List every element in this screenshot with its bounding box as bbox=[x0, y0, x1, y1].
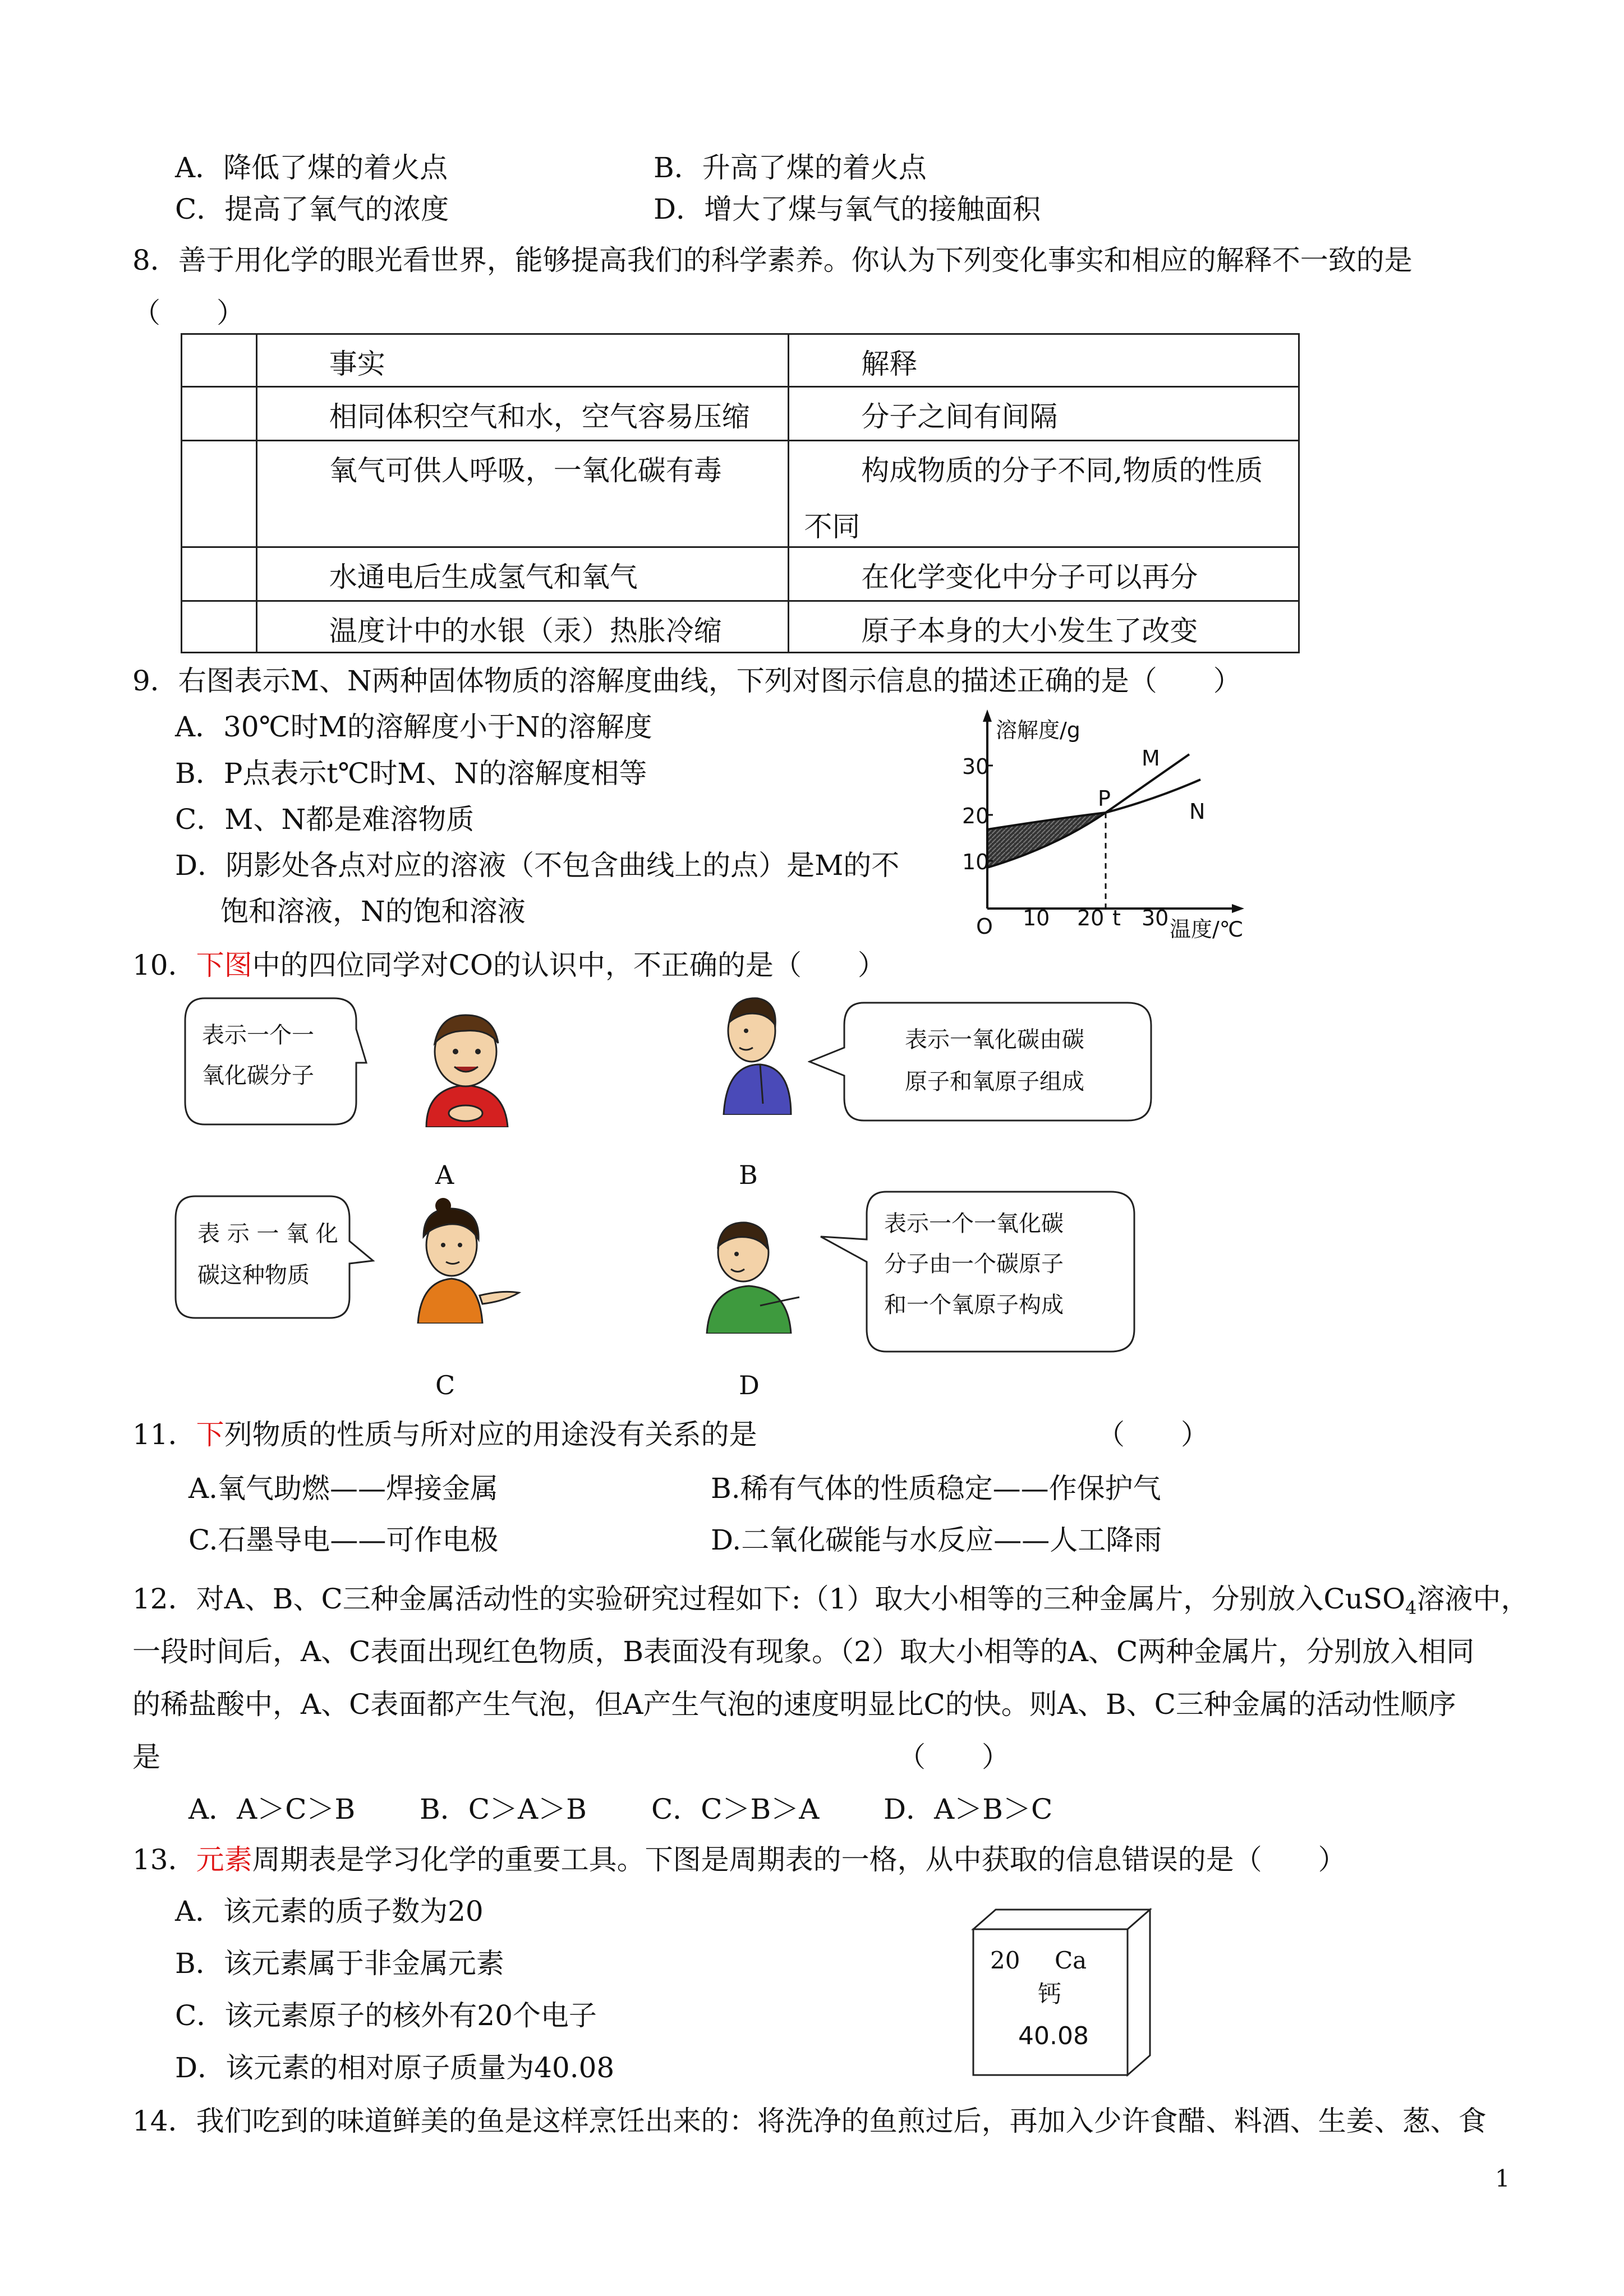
bubble-a-line1: 表示一个一 bbox=[202, 1022, 314, 1048]
table-row bbox=[182, 601, 1299, 653]
q12-option-b: B．C＞A＞B bbox=[420, 1793, 587, 1825]
solubility-graph bbox=[942, 704, 1257, 939]
q11-stem bbox=[132, 1417, 757, 1452]
q10-stem-rest: 中的四位同学对CO的认识中，不正确的是（ ） bbox=[252, 949, 886, 981]
q13-number: 13． bbox=[132, 1843, 196, 1876]
q7-option-d: D．增大了煤与氧气的接触面积 bbox=[654, 193, 1041, 225]
q9-option-d: D．阴影处各点对应的溶液（不包含曲线上的点）是M的不 bbox=[175, 849, 900, 882]
x-axis-arrow-icon bbox=[1232, 904, 1244, 913]
q9-option-d-cont: 饱和溶液，N的饱和溶液 bbox=[220, 895, 526, 928]
curve-n-label: N bbox=[1189, 799, 1206, 824]
bubble-b-line2: 原子和氧原子组成 bbox=[905, 1069, 1084, 1095]
q11-option-b: B.稀有气体的性质稳定——作保护气 bbox=[711, 1472, 1161, 1505]
q13-option-b: B．该元素属于非金属元素 bbox=[175, 1947, 504, 1980]
q12-line1-b: 溶液中， bbox=[1416, 1583, 1529, 1615]
q12-answer-paren: （ ） bbox=[898, 1741, 1010, 1773]
q13-option-c: C．该元素原子的核外有20个电子 bbox=[175, 1999, 597, 2032]
point-p-label: P bbox=[1098, 786, 1111, 811]
caption-d: D bbox=[739, 1370, 760, 1400]
q7-option-b: B．升高了煤的着火点 bbox=[654, 151, 927, 184]
q8-stem: 8．善于用化学的眼光看世界，能够提高我们的科学素养。你认为下列变化事实和相应的解释不一致的是 bbox=[132, 244, 1413, 276]
q12-line1 bbox=[132, 1582, 1529, 1625]
q7-option-c: C．提高了氧气的浓度 bbox=[175, 193, 449, 225]
bubble-d-line3: 和一个氧原子构成 bbox=[884, 1292, 1064, 1318]
q14-stem: 14．我们吃到的味道鲜美的鱼是这样烹饪出来的：将洗净的鱼煎过后，再加入少许食醋、料酒、生姜、葱、食 bbox=[132, 2105, 1487, 2137]
q13-option-d: D．该元素的相对原子质量为40.08 bbox=[175, 2051, 615, 2084]
x-tick-30: 30 bbox=[1142, 906, 1169, 930]
student-b-figure bbox=[707, 992, 808, 1115]
bubble-c-line2: 碳这种物质 bbox=[197, 1262, 310, 1288]
student-a-figure bbox=[410, 1004, 522, 1127]
caption-a: A bbox=[435, 1160, 454, 1190]
q12-line3: 的稀盐酸中，A、C表面都产生气泡，但A产生气泡的速度明显比C的快。则A、B、C三种金属的活动性顺序 bbox=[132, 1688, 1456, 1721]
q12-subscript: 4 bbox=[1405, 1597, 1417, 1619]
table-cell-fact: 温度计中的水银（汞）热胀冷缩 bbox=[329, 615, 722, 647]
q13-red-text: 元素 bbox=[196, 1843, 252, 1876]
bubble-d-line2: 分子由一个碳原子 bbox=[884, 1251, 1064, 1277]
q11-number: 11． bbox=[132, 1418, 196, 1451]
q10-number: 10． bbox=[132, 949, 196, 981]
element-mass: 40.08 bbox=[1018, 2022, 1089, 2050]
x-tick-20: 20 bbox=[1077, 906, 1105, 930]
q11-answer-paren: （ ） bbox=[1097, 1418, 1209, 1451]
periodic-cell-box bbox=[970, 1907, 1156, 2081]
bubble-b-line1: 表示一氧化碳由碳 bbox=[905, 1027, 1084, 1053]
q7-option-a: A．降低了煤的着火点 bbox=[175, 151, 448, 184]
table-cell-explain-cont: 不同 bbox=[804, 510, 861, 543]
bubble-d-line1: 表示一个一氧化碳 bbox=[884, 1211, 1064, 1237]
q10-red-text: 下图 bbox=[196, 949, 252, 981]
q12-option-a: A．A＞C＞B bbox=[188, 1793, 356, 1825]
q12-line1-a: 12．对A、B、C三种金属活动性的实验研究过程如下:（1）取大小相等的三种金属片，分别放入CuSO bbox=[132, 1583, 1406, 1615]
table-row bbox=[182, 334, 1299, 387]
q9-option-b: B．P点表示t℃时M、N的溶解度相等 bbox=[175, 757, 647, 790]
origin-label: O bbox=[976, 914, 993, 939]
y-tick-30: 30 bbox=[962, 754, 990, 779]
q8-answer-paren: （ ） bbox=[132, 297, 245, 329]
q11-option-a: A.氧气助燃——焊接金属 bbox=[188, 1472, 499, 1505]
q11-option-d: D.二氧化碳能与水反应——人工降雨 bbox=[711, 1524, 1162, 1556]
q12-option-c: C．C＞B＞A bbox=[651, 1793, 820, 1825]
table-row bbox=[182, 547, 1299, 601]
y-tick-20: 20 bbox=[962, 804, 990, 828]
y-axis-arrow-icon bbox=[983, 709, 992, 722]
q11-red-text: 下 bbox=[196, 1418, 224, 1451]
x-axis-label: 温度/℃ bbox=[1170, 917, 1244, 939]
curve-m-label: M bbox=[1142, 746, 1160, 771]
q13-stem bbox=[132, 1842, 1346, 1877]
q12-line4: 是 bbox=[132, 1741, 160, 1773]
q13-stem-rest: 周期表是学习化学的重要工具。下图是周期表的一格，从中获取的信息错误的是（ ） bbox=[252, 1843, 1346, 1876]
y-tick-10: 10 bbox=[962, 850, 990, 874]
table-cell-fact: 相同体积空气和水，空气容易压缩 bbox=[329, 400, 750, 433]
element-name: 钙 bbox=[1038, 1980, 1062, 2008]
x-tick-t: t bbox=[1112, 906, 1121, 930]
q11-option-c: C.石墨导电——可作电极 bbox=[188, 1524, 499, 1556]
x-tick-10: 10 bbox=[1023, 906, 1050, 930]
table-row bbox=[182, 387, 1299, 441]
caption-c: C bbox=[435, 1370, 456, 1400]
curve-n bbox=[987, 780, 1200, 829]
table-header-fact: 事实 bbox=[329, 348, 385, 380]
student-c-figure bbox=[390, 1192, 525, 1324]
table-cell-fact: 水通电后生成氢气和氧气 bbox=[329, 561, 638, 593]
element-symbol: Ca bbox=[1055, 1947, 1087, 1974]
bubble-c-line1: 表 示 一 氧 化 bbox=[197, 1221, 338, 1247]
table-header-explain: 解释 bbox=[861, 348, 918, 380]
table-cell-fact: 氧气可供人呼吸，一氧化碳有毒 bbox=[329, 454, 722, 487]
q12-option-d: D．A＞B＞C bbox=[884, 1793, 1053, 1825]
student-d-figure bbox=[693, 1216, 805, 1334]
q9-option-a: A．30℃时M的溶解度小于N的溶解度 bbox=[175, 711, 652, 743]
table-cell-explain: 原子本身的大小发生了改变 bbox=[861, 615, 1198, 647]
element-number: 20 bbox=[990, 1947, 1020, 1974]
q9-stem: 9．右图表示M、N两种固体物质的溶解度曲线，下列对图示信息的描述正确的是（ ） bbox=[132, 665, 1241, 697]
q11-stem-rest: 列物质的性质与所对应的用途没有关系的是 bbox=[224, 1418, 757, 1451]
table-cell-explain: 构成物质的分子不同,物质的性质 bbox=[861, 454, 1263, 487]
y-axis-label: 溶解度/g bbox=[996, 718, 1080, 743]
q13-option-a: A．该元素的质子数为20 bbox=[175, 1895, 484, 1928]
page-number: 1 bbox=[1495, 2165, 1510, 2192]
caption-b: B bbox=[739, 1160, 758, 1190]
table-cell-explain: 在化学变化中分子可以再分 bbox=[861, 561, 1198, 593]
q10-stem bbox=[132, 948, 886, 983]
table-row bbox=[182, 441, 1299, 547]
q8-fact-table bbox=[181, 333, 1300, 653]
q12-line2: 一段时间后，A、C表面出现红色物质，B表面没有现象。（2）取大小相等的A、C两种金属片，分别放入相同 bbox=[132, 1635, 1475, 1668]
q9-option-c: C．M、N都是难溶物质 bbox=[175, 803, 475, 836]
table-cell-explain: 分子之间有间隔 bbox=[861, 400, 1058, 433]
bubble-a-line2: 氧化碳分子 bbox=[202, 1063, 314, 1089]
